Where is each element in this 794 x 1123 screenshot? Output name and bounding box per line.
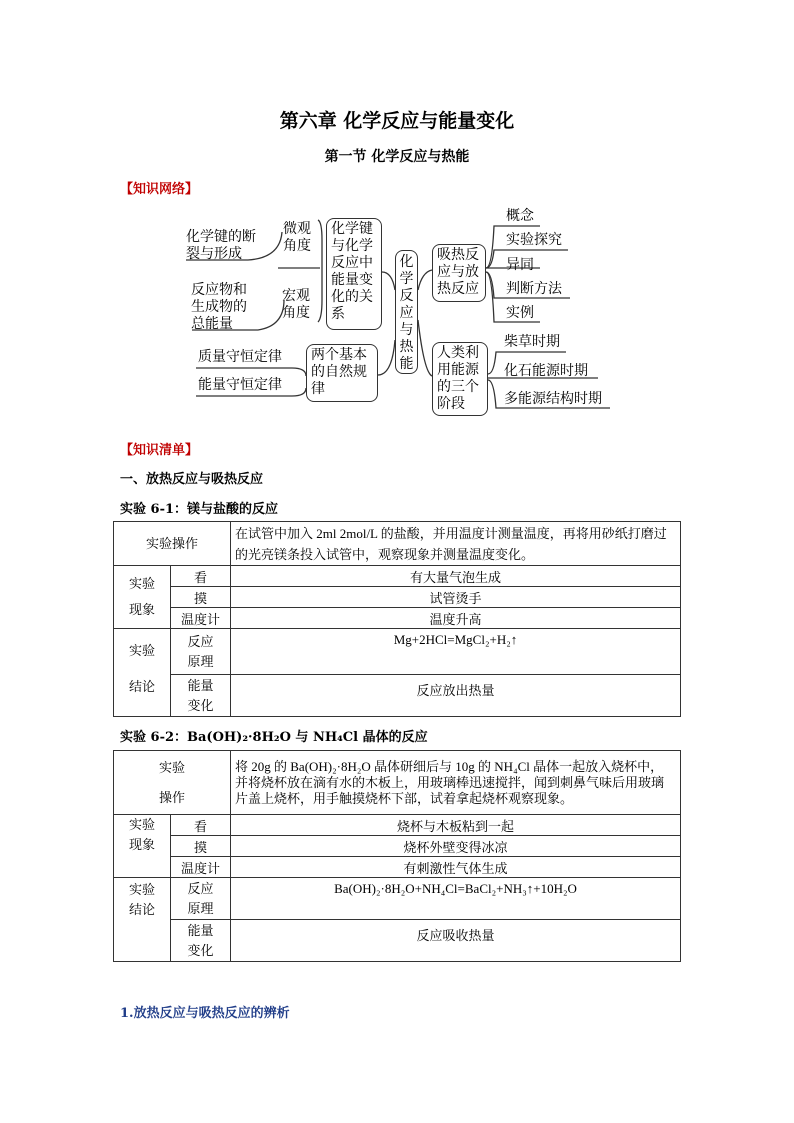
b2-fossil: 化石能源时期 <box>504 363 588 379</box>
branch-endo-exo-box: 吸热反应与放热反应 <box>432 244 486 302</box>
knowledge-list-tag: 【知识清单】 <box>120 443 199 458</box>
t2-row-val: 有刺激性气体生成 <box>231 857 681 878</box>
t2-row-val: 烧杯外壁变得冰凉 <box>231 836 681 857</box>
b1-concept: 概念 <box>506 208 534 224</box>
t1-energy-text: 反应放出热量 <box>231 675 681 717</box>
experiment-2-title: 实验 6-2：Ba(OH)₂·8H₂O 与 NH₄Cl 晶体的反应 <box>120 730 428 745</box>
section-heading-1: 一、放热反应与吸热反应 <box>120 472 264 487</box>
t2-row-val: 烧杯与木板粘到一起 <box>231 815 681 836</box>
t1-row-key: 摸 <box>171 587 231 608</box>
t2-op-label: 实验操作 <box>114 751 231 815</box>
t1-concl-label: 实验结论 <box>114 629 171 717</box>
mind-map <box>0 0 794 420</box>
b1-similarity: 异同 <box>506 257 534 273</box>
t2-op-text: 将 20g 的 Ba(OH)₂·8H₂O 晶体研细后与 10g 的 NH₄Cl 晶体一起放入烧杯中，并将烧杯放在滴有水的木板上，用玻璃棒迅速搅拌，闻到刺鼻气味后用玻璃片盖上烧杯，用手触摸烧杯下部，试着拿起烧杯观察现象。 <box>231 751 681 815</box>
t2-row-key: 看 <box>171 815 231 836</box>
micro-label: 微观角度 <box>283 221 311 254</box>
center-node: 化学反应与热能 <box>395 250 418 374</box>
page-title: 第六章 化学反应与能量变化 <box>279 110 515 132</box>
amount-text: 反应物和生成物的总能量 <box>191 282 247 332</box>
t2-row-key: 温度计 <box>171 857 231 878</box>
b2-firewood: 柴草时期 <box>504 334 560 350</box>
law-mass-conservation: 质量守恒定律 <box>198 349 282 365</box>
t1-row-key: 看 <box>171 566 231 587</box>
experiment-2-table <box>113 750 681 962</box>
t1-energy-label: 能量变化 <box>171 675 231 717</box>
bond-energy-box: 化学键与化学反应中能量变化的关系 <box>326 218 382 330</box>
t2-principle-text: Ba(OH)₂·8H₂O+NH₄Cl=BaCl₂+NH₃↑+10H₂O <box>231 878 681 920</box>
t2-principle-label: 反应原理 <box>171 878 231 920</box>
t1-row-val: 有大量气泡生成 <box>231 566 681 587</box>
subsection-1-heading: 1.放热反应与吸热反应的辨析 <box>120 1006 290 1021</box>
t1-op-text: 在试管中加入 2ml 2mol/L 的盐酸，并用温度计测量温度，再将用砂纸打磨过的光亮镁条投入试管中，观察现象并测量温度变化。 <box>231 522 681 566</box>
t1-principle-text: Mg+2HCl=MgCl₂+H₂↑ <box>231 629 681 675</box>
natural-laws-box: 两个基本的自然规律 <box>306 344 378 402</box>
t2-energy-label: 能量变化 <box>171 920 231 962</box>
t1-phen-label: 实验现象 <box>114 566 171 629</box>
section-subtitle: 第一节 化学反应与热能 <box>324 149 470 165</box>
b1-example: 实例 <box>506 305 534 321</box>
b1-method: 判断方法 <box>506 281 562 297</box>
t1-row-val: 温度升高 <box>231 608 681 629</box>
law-energy-conservation: 能量守恒定律 <box>198 377 282 393</box>
b2-multi: 多能源结构时期 <box>504 391 602 407</box>
bond-text: 化学键的断裂与形成 <box>186 229 256 262</box>
t1-row-key: 温度计 <box>171 608 231 629</box>
knowledge-network-tag: 【知识网络】 <box>120 182 199 197</box>
t2-concl-label: 实验结论 <box>114 878 171 962</box>
t1-row-val: 试管烫手 <box>231 587 681 608</box>
experiment-1-table <box>113 521 681 717</box>
experiment-1-title: 实验 6-1：镁与盐酸的反应 <box>120 502 279 517</box>
macro-label: 宏观角度 <box>282 288 310 321</box>
t1-principle-label: 反应原理 <box>171 629 231 675</box>
branch-energy-stages-box: 人类利用能源的三个阶段 <box>432 342 488 416</box>
t2-row-key: 摸 <box>171 836 231 857</box>
t2-energy-text: 反应吸收热量 <box>231 920 681 962</box>
b1-experiment: 实验探究 <box>506 232 562 248</box>
t1-op-label: 实验操作 <box>114 522 231 566</box>
t2-phen-label: 实验现象 <box>114 815 171 878</box>
